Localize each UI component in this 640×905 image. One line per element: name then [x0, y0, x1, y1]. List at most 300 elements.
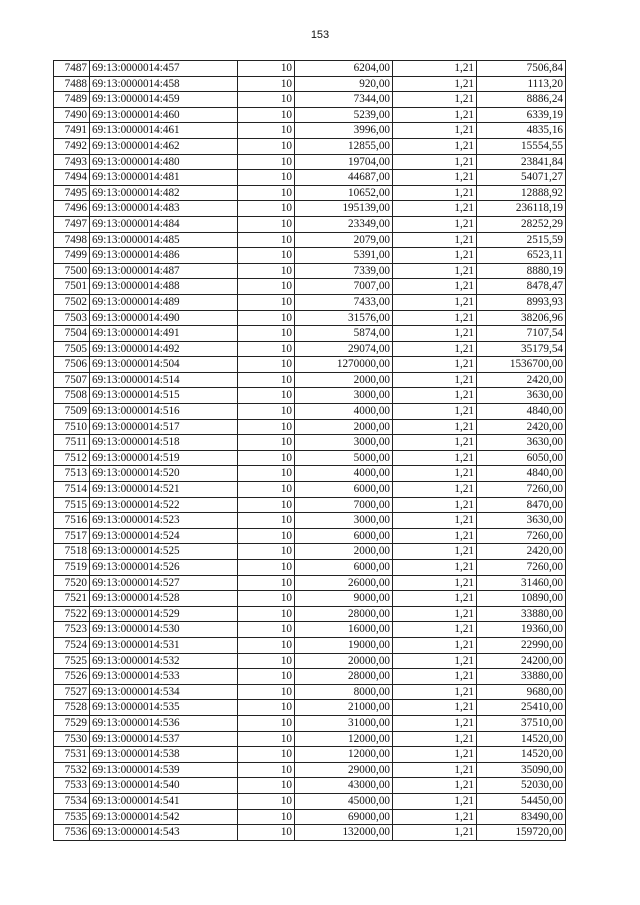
cadastral-number-cell: 69:13:0000014:516 [90, 404, 238, 420]
row-number-cell: 7520 [54, 575, 90, 591]
row-number-cell: 7507 [54, 372, 90, 388]
area-cell: 10652,00 [295, 185, 393, 201]
area-cell: 4000,00 [295, 466, 393, 482]
area-cell: 920,00 [295, 76, 393, 92]
coefficient-cell: 1,21 [393, 170, 477, 186]
sum-cell: 15554,55 [477, 138, 566, 154]
table-row [54, 154, 566, 170]
coefficient-cell: 1,21 [393, 793, 477, 809]
row-number-cell: 7496 [54, 201, 90, 217]
row-number-cell: 7530 [54, 731, 90, 747]
table-row [54, 372, 566, 388]
sum-cell: 33880,00 [477, 606, 566, 622]
table-row [54, 341, 566, 357]
sum-cell: 3630,00 [477, 435, 566, 451]
cadastral-number-cell: 69:13:0000014:458 [90, 76, 238, 92]
table-row [54, 731, 566, 747]
row-number-cell: 7516 [54, 513, 90, 529]
area-cell: 6000,00 [295, 482, 393, 498]
cadastral-number-cell: 69:13:0000014:486 [90, 248, 238, 264]
cadastral-number-cell: 69:13:0000014:523 [90, 513, 238, 529]
table-row [54, 591, 566, 607]
row-number-cell: 7500 [54, 263, 90, 279]
table-row [54, 170, 566, 186]
table-row [54, 263, 566, 279]
coefficient-cell: 1,21 [393, 232, 477, 248]
area-cell: 132000,00 [295, 825, 393, 841]
rate-cell: 10 [238, 279, 295, 295]
cadastral-number-cell: 69:13:0000014:535 [90, 700, 238, 716]
table-row [54, 201, 566, 217]
table-row [54, 419, 566, 435]
coefficient-cell: 1,21 [393, 528, 477, 544]
sum-cell: 6523,11 [477, 248, 566, 264]
table-row [54, 404, 566, 420]
cadastral-number-cell: 69:13:0000014:491 [90, 326, 238, 342]
coefficient-cell: 1,21 [393, 435, 477, 451]
table-body [54, 61, 566, 841]
land-parcel-table [53, 60, 566, 841]
rate-cell: 10 [238, 263, 295, 279]
sum-cell: 236118,19 [477, 201, 566, 217]
cadastral-number-cell: 69:13:0000014:525 [90, 544, 238, 560]
cadastral-number-cell: 69:13:0000014:461 [90, 123, 238, 139]
row-number-cell: 7512 [54, 450, 90, 466]
rate-cell: 10 [238, 92, 295, 108]
row-number-cell: 7527 [54, 684, 90, 700]
sum-cell: 7260,00 [477, 528, 566, 544]
cadastral-number-cell: 69:13:0000014:457 [90, 61, 238, 77]
area-cell: 2079,00 [295, 232, 393, 248]
rate-cell: 10 [238, 528, 295, 544]
table-row [54, 294, 566, 310]
row-number-cell: 7488 [54, 76, 90, 92]
table-row [54, 435, 566, 451]
cadastral-number-cell: 69:13:0000014:532 [90, 653, 238, 669]
coefficient-cell: 1,21 [393, 76, 477, 92]
rate-cell: 10 [238, 762, 295, 778]
row-number-cell: 7528 [54, 700, 90, 716]
cadastral-number-cell: 69:13:0000014:517 [90, 419, 238, 435]
cadastral-number-cell: 69:13:0000014:533 [90, 669, 238, 685]
row-number-cell: 7524 [54, 637, 90, 653]
row-number-cell: 7487 [54, 61, 90, 77]
area-cell: 21000,00 [295, 700, 393, 716]
area-cell: 2000,00 [295, 544, 393, 560]
rate-cell: 10 [238, 731, 295, 747]
coefficient-cell: 1,21 [393, 61, 477, 77]
coefficient-cell: 1,21 [393, 216, 477, 232]
table-row [54, 637, 566, 653]
rate-cell: 10 [238, 294, 295, 310]
rate-cell: 10 [238, 560, 295, 576]
sum-cell: 4840,00 [477, 466, 566, 482]
area-cell: 31576,00 [295, 310, 393, 326]
cadastral-number-cell: 69:13:0000014:538 [90, 747, 238, 763]
table-row [54, 138, 566, 154]
coefficient-cell: 1,21 [393, 747, 477, 763]
row-number-cell: 7525 [54, 653, 90, 669]
sum-cell: 25410,00 [477, 700, 566, 716]
table-row [54, 497, 566, 513]
rate-cell: 10 [238, 497, 295, 513]
area-cell: 3000,00 [295, 388, 393, 404]
sum-cell: 3630,00 [477, 513, 566, 529]
sum-cell: 83490,00 [477, 809, 566, 825]
table-row [54, 279, 566, 295]
area-cell: 2000,00 [295, 372, 393, 388]
table-row [54, 528, 566, 544]
row-number-cell: 7491 [54, 123, 90, 139]
sum-cell: 54450,00 [477, 793, 566, 809]
area-cell: 7007,00 [295, 279, 393, 295]
area-cell: 69000,00 [295, 809, 393, 825]
rate-cell: 10 [238, 341, 295, 357]
sum-cell: 22990,00 [477, 637, 566, 653]
table-row [54, 326, 566, 342]
rate-cell: 10 [238, 61, 295, 77]
cadastral-number-cell: 69:13:0000014:536 [90, 715, 238, 731]
rate-cell: 10 [238, 544, 295, 560]
table-row [54, 466, 566, 482]
row-number-cell: 7511 [54, 435, 90, 451]
cadastral-number-cell: 69:13:0000014:537 [90, 731, 238, 747]
coefficient-cell: 1,21 [393, 294, 477, 310]
row-number-cell: 7509 [54, 404, 90, 420]
rate-cell: 10 [238, 138, 295, 154]
rate-cell: 10 [238, 450, 295, 466]
rate-cell: 10 [238, 747, 295, 763]
page-number: 153 [310, 29, 330, 41]
sum-cell: 2515,59 [477, 232, 566, 248]
cadastral-number-cell: 69:13:0000014:522 [90, 497, 238, 513]
rate-cell: 10 [238, 715, 295, 731]
rate-cell: 10 [238, 575, 295, 591]
coefficient-cell: 1,21 [393, 684, 477, 700]
cadastral-number-cell: 69:13:0000014:520 [90, 466, 238, 482]
cadastral-number-cell: 69:13:0000014:483 [90, 201, 238, 217]
table-row [54, 700, 566, 716]
sum-cell: 14520,00 [477, 731, 566, 747]
rate-cell: 10 [238, 778, 295, 794]
row-number-cell: 7492 [54, 138, 90, 154]
coefficient-cell: 1,21 [393, 606, 477, 622]
row-number-cell: 7523 [54, 622, 90, 638]
cadastral-number-cell: 69:13:0000014:531 [90, 637, 238, 653]
coefficient-cell: 1,21 [393, 450, 477, 466]
area-cell: 6204,00 [295, 61, 393, 77]
coefficient-cell: 1,21 [393, 778, 477, 794]
table-row [54, 216, 566, 232]
rate-cell: 10 [238, 388, 295, 404]
coefficient-cell: 1,21 [393, 825, 477, 841]
cadastral-number-cell: 69:13:0000014:459 [90, 92, 238, 108]
coefficient-cell: 1,21 [393, 154, 477, 170]
cadastral-number-cell: 69:13:0000014:543 [90, 825, 238, 841]
area-cell: 12000,00 [295, 747, 393, 763]
row-number-cell: 7519 [54, 560, 90, 576]
table-row [54, 747, 566, 763]
table-row [54, 61, 566, 77]
table-row [54, 450, 566, 466]
row-number-cell: 7497 [54, 216, 90, 232]
area-cell: 5874,00 [295, 326, 393, 342]
sum-cell: 7107,54 [477, 326, 566, 342]
rate-cell: 10 [238, 248, 295, 264]
sum-cell: 14520,00 [477, 747, 566, 763]
rate-cell: 10 [238, 591, 295, 607]
rate-cell: 10 [238, 653, 295, 669]
row-number-cell: 7510 [54, 419, 90, 435]
table-row [54, 762, 566, 778]
sum-cell: 3630,00 [477, 388, 566, 404]
row-number-cell: 7536 [54, 825, 90, 841]
area-cell: 29000,00 [295, 762, 393, 778]
row-number-cell: 7508 [54, 388, 90, 404]
cadastral-number-cell: 69:13:0000014:529 [90, 606, 238, 622]
row-number-cell: 7517 [54, 528, 90, 544]
rate-cell: 10 [238, 372, 295, 388]
sum-cell: 8880,19 [477, 263, 566, 279]
sum-cell: 35179,54 [477, 341, 566, 357]
row-number-cell: 7502 [54, 294, 90, 310]
row-number-cell: 7521 [54, 591, 90, 607]
table-row [54, 76, 566, 92]
table-row [54, 653, 566, 669]
row-number-cell: 7534 [54, 793, 90, 809]
row-number-cell: 7503 [54, 310, 90, 326]
cadastral-number-cell: 69:13:0000014:484 [90, 216, 238, 232]
area-cell: 45000,00 [295, 793, 393, 809]
table-row [54, 482, 566, 498]
cadastral-number-cell: 69:13:0000014:504 [90, 357, 238, 373]
row-number-cell: 7495 [54, 185, 90, 201]
sum-cell: 8886,24 [477, 92, 566, 108]
rate-cell: 10 [238, 404, 295, 420]
row-number-cell: 7514 [54, 482, 90, 498]
coefficient-cell: 1,21 [393, 201, 477, 217]
cadastral-number-cell: 69:13:0000014:526 [90, 560, 238, 576]
rate-cell: 10 [238, 637, 295, 653]
cadastral-number-cell: 69:13:0000014:534 [90, 684, 238, 700]
coefficient-cell: 1,21 [393, 138, 477, 154]
coefficient-cell: 1,21 [393, 669, 477, 685]
coefficient-cell: 1,21 [393, 92, 477, 108]
cadastral-number-cell: 69:13:0000014:528 [90, 591, 238, 607]
area-cell: 5391,00 [295, 248, 393, 264]
sum-cell: 54071,27 [477, 170, 566, 186]
rate-cell: 10 [238, 482, 295, 498]
area-cell: 28000,00 [295, 606, 393, 622]
sum-cell: 33880,00 [477, 669, 566, 685]
rate-cell: 10 [238, 684, 295, 700]
row-number-cell: 7504 [54, 326, 90, 342]
row-number-cell: 7513 [54, 466, 90, 482]
area-cell: 43000,00 [295, 778, 393, 794]
table-row [54, 232, 566, 248]
cadastral-number-cell: 69:13:0000014:542 [90, 809, 238, 825]
coefficient-cell: 1,21 [393, 388, 477, 404]
coefficient-cell: 1,21 [393, 544, 477, 560]
area-cell: 28000,00 [295, 669, 393, 685]
area-cell: 7433,00 [295, 294, 393, 310]
coefficient-cell: 1,21 [393, 263, 477, 279]
table-row [54, 310, 566, 326]
row-number-cell: 7490 [54, 107, 90, 123]
table-row [54, 684, 566, 700]
coefficient-cell: 1,21 [393, 279, 477, 295]
sum-cell: 4840,00 [477, 404, 566, 420]
sum-cell: 7260,00 [477, 560, 566, 576]
sum-cell: 6339,19 [477, 107, 566, 123]
table-row [54, 185, 566, 201]
table-row [54, 606, 566, 622]
rate-cell: 10 [238, 170, 295, 186]
coefficient-cell: 1,21 [393, 466, 477, 482]
table-row [54, 107, 566, 123]
area-cell: 8000,00 [295, 684, 393, 700]
sum-cell: 8470,00 [477, 497, 566, 513]
cadastral-number-cell: 69:13:0000014:521 [90, 482, 238, 498]
rate-cell: 10 [238, 669, 295, 685]
coefficient-cell: 1,21 [393, 497, 477, 513]
rate-cell: 10 [238, 419, 295, 435]
area-cell: 16000,00 [295, 622, 393, 638]
coefficient-cell: 1,21 [393, 404, 477, 420]
sum-cell: 4835,16 [477, 123, 566, 139]
coefficient-cell: 1,21 [393, 357, 477, 373]
cadastral-number-cell: 69:13:0000014:539 [90, 762, 238, 778]
rate-cell: 10 [238, 201, 295, 217]
sum-cell: 2420,00 [477, 419, 566, 435]
sum-cell: 12888,92 [477, 185, 566, 201]
cadastral-number-cell: 69:13:0000014:541 [90, 793, 238, 809]
cadastral-number-cell: 69:13:0000014:490 [90, 310, 238, 326]
table-row [54, 123, 566, 139]
sum-cell: 52030,00 [477, 778, 566, 794]
coefficient-cell: 1,21 [393, 372, 477, 388]
sum-cell: 8478,47 [477, 279, 566, 295]
area-cell: 7339,00 [295, 263, 393, 279]
area-cell: 3000,00 [295, 513, 393, 529]
sum-cell: 6050,00 [477, 450, 566, 466]
rate-cell: 10 [238, 809, 295, 825]
row-number-cell: 7535 [54, 809, 90, 825]
table-row [54, 575, 566, 591]
cadastral-number-cell: 69:13:0000014:485 [90, 232, 238, 248]
cadastral-number-cell: 69:13:0000014:487 [90, 263, 238, 279]
cadastral-number-cell: 69:13:0000014:480 [90, 154, 238, 170]
table-row [54, 669, 566, 685]
rate-cell: 10 [238, 700, 295, 716]
area-cell: 195139,00 [295, 201, 393, 217]
area-cell: 5239,00 [295, 107, 393, 123]
area-cell: 7344,00 [295, 92, 393, 108]
area-cell: 12000,00 [295, 731, 393, 747]
sum-cell: 1113,20 [477, 76, 566, 92]
area-cell: 26000,00 [295, 575, 393, 591]
table-row [54, 388, 566, 404]
coefficient-cell: 1,21 [393, 591, 477, 607]
cadastral-number-cell: 69:13:0000014:515 [90, 388, 238, 404]
area-cell: 3000,00 [295, 435, 393, 451]
row-number-cell: 7526 [54, 669, 90, 685]
area-cell: 4000,00 [295, 404, 393, 420]
rate-cell: 10 [238, 154, 295, 170]
cadastral-number-cell: 69:13:0000014:481 [90, 170, 238, 186]
coefficient-cell: 1,21 [393, 326, 477, 342]
row-number-cell: 7531 [54, 747, 90, 763]
coefficient-cell: 1,21 [393, 185, 477, 201]
row-number-cell: 7533 [54, 778, 90, 794]
row-number-cell: 7505 [54, 341, 90, 357]
coefficient-cell: 1,21 [393, 341, 477, 357]
sum-cell: 2420,00 [477, 544, 566, 560]
coefficient-cell: 1,21 [393, 762, 477, 778]
rate-cell: 10 [238, 326, 295, 342]
area-cell: 20000,00 [295, 653, 393, 669]
rate-cell: 10 [238, 310, 295, 326]
coefficient-cell: 1,21 [393, 715, 477, 731]
table-row [54, 92, 566, 108]
area-cell: 29074,00 [295, 341, 393, 357]
area-cell: 44687,00 [295, 170, 393, 186]
sum-cell: 2420,00 [477, 372, 566, 388]
rate-cell: 10 [238, 793, 295, 809]
coefficient-cell: 1,21 [393, 653, 477, 669]
table-row [54, 544, 566, 560]
rate-cell: 10 [238, 185, 295, 201]
row-number-cell: 7499 [54, 248, 90, 264]
sum-cell: 10890,00 [477, 591, 566, 607]
area-cell: 5000,00 [295, 450, 393, 466]
coefficient-cell: 1,21 [393, 248, 477, 264]
sum-cell: 28252,29 [477, 216, 566, 232]
cadastral-number-cell: 69:13:0000014:518 [90, 435, 238, 451]
row-number-cell: 7515 [54, 497, 90, 513]
coefficient-cell: 1,21 [393, 731, 477, 747]
coefficient-cell: 1,21 [393, 107, 477, 123]
row-number-cell: 7522 [54, 606, 90, 622]
sum-cell: 37510,00 [477, 715, 566, 731]
coefficient-cell: 1,21 [393, 310, 477, 326]
sum-cell: 1536700,00 [477, 357, 566, 373]
sum-cell: 8993,93 [477, 294, 566, 310]
rate-cell: 10 [238, 466, 295, 482]
coefficient-cell: 1,21 [393, 575, 477, 591]
cadastral-number-cell: 69:13:0000014:492 [90, 341, 238, 357]
cadastral-number-cell: 69:13:0000014:527 [90, 575, 238, 591]
row-number-cell: 7493 [54, 154, 90, 170]
cadastral-number-cell: 69:13:0000014:530 [90, 622, 238, 638]
rate-cell: 10 [238, 622, 295, 638]
table-row [54, 357, 566, 373]
table-row [54, 825, 566, 841]
area-cell: 6000,00 [295, 560, 393, 576]
table-row [54, 560, 566, 576]
rate-cell: 10 [238, 76, 295, 92]
cadastral-number-cell: 69:13:0000014:462 [90, 138, 238, 154]
coefficient-cell: 1,21 [393, 809, 477, 825]
area-cell: 19000,00 [295, 637, 393, 653]
sum-cell: 7506,84 [477, 61, 566, 77]
cadastral-number-cell: 69:13:0000014:519 [90, 450, 238, 466]
sum-cell: 9680,00 [477, 684, 566, 700]
coefficient-cell: 1,21 [393, 482, 477, 498]
row-number-cell: 7489 [54, 92, 90, 108]
sum-cell: 38206,96 [477, 310, 566, 326]
coefficient-cell: 1,21 [393, 622, 477, 638]
